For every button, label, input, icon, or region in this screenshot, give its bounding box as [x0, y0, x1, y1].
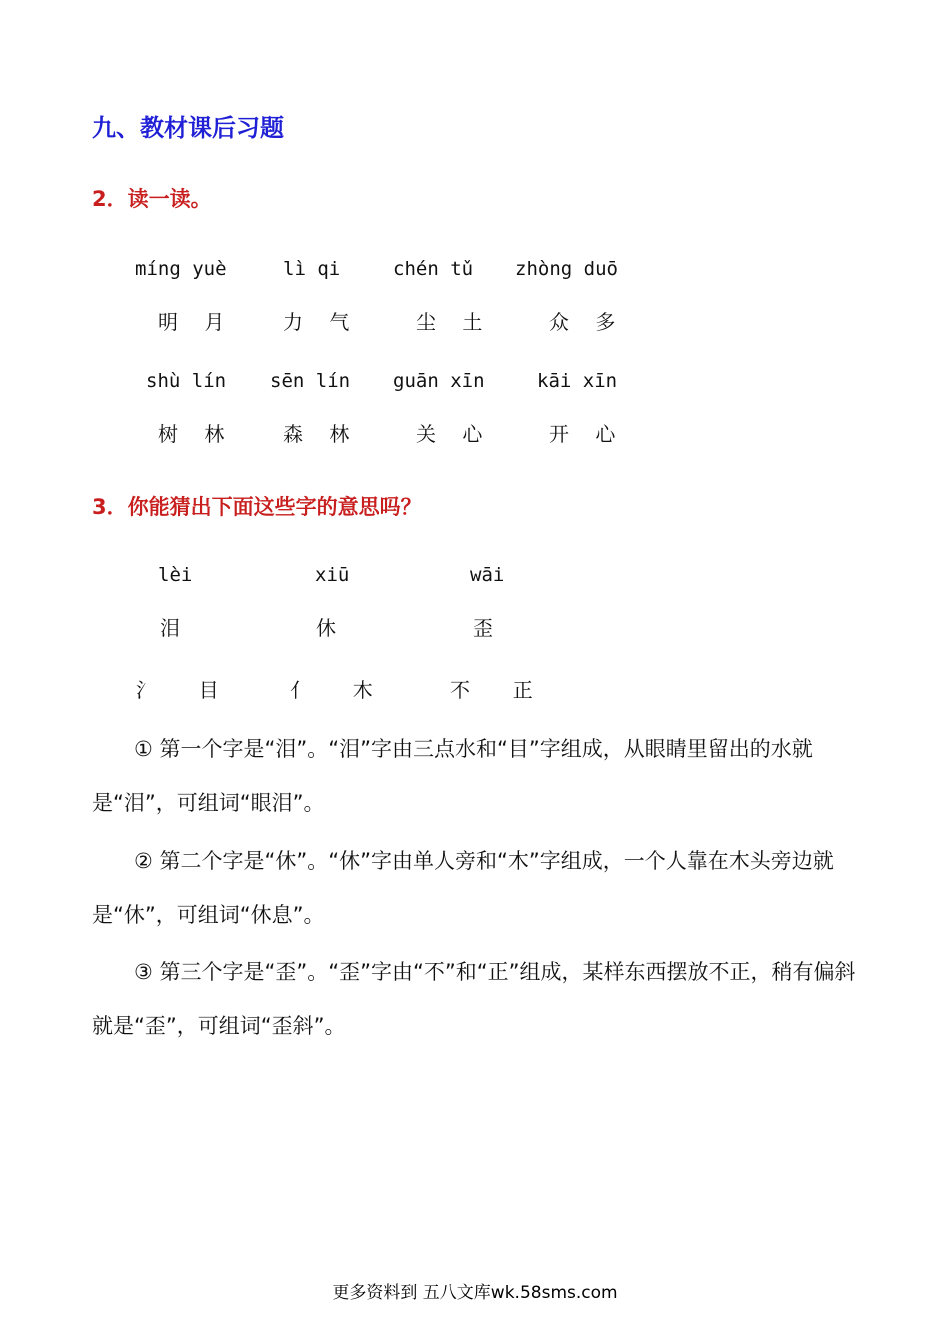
pinyin-wai: wāi — [470, 564, 505, 586]
hanzi-kai-xin: 开 心 — [549, 422, 626, 446]
explanation-paragraph-3: ③ 第三个字是“歪”。“歪”字由“不”和“正”组成，某样东西摆放不正，稍有偏斜就是“歪”，可组词“歪斜”。 — [92, 960, 856, 1038]
hanzi-sen-lin: 森 林 — [283, 422, 360, 446]
pinyin-xiu: xiū — [315, 564, 350, 586]
hanzi-ming-yue: 明 月 — [158, 310, 235, 334]
explanation-paragraph-1: ① 第一个字是“泪”。“泪”字由三点水和“目”字组成，从眼睛里留出的水就是“泪”，可组词“眼泪”。 — [92, 737, 813, 815]
hanzi-zhong-duo: 众 多 — [549, 310, 626, 334]
section-title: 九、教材课后习题 — [92, 114, 284, 142]
pinyin-kai-xin: kāi xīn — [537, 370, 618, 392]
pinyin-zhong-duo: zhòng duō — [515, 258, 618, 280]
pinyin-sen-lin: sēn lín — [270, 370, 351, 392]
pinyin-lei: lèi — [158, 564, 193, 586]
pinyin-guan-xin: guān xīn — [393, 370, 485, 392]
hanzi-lei: 泪 — [160, 616, 190, 640]
hanzi-xiu: 休 — [316, 616, 346, 640]
footer-text: 更多资料到 五八文库wk.58sms.com — [332, 1283, 618, 1303]
parts-wai: 不 正 — [450, 678, 543, 702]
explanation-paragraph-2: ② 第二个字是“休”。“休”字由单人旁和“木”字组成，一个人靠在木头旁边就是“休”，可组词“休息”。 — [92, 849, 834, 927]
hanzi-li-qi: 力 气 — [283, 310, 360, 334]
pinyin-shu-lin: shù lín — [146, 370, 227, 392]
parts-xiu: 亻 木 — [290, 678, 383, 702]
question-3-title: 3．你能猜出下面这些字的意思吗？ — [92, 495, 422, 519]
hanzi-shu-lin: 树 林 — [158, 422, 235, 446]
question-2-title: 2．读一读。 — [92, 187, 212, 211]
parts-lei: 氵 目 — [136, 678, 229, 702]
pinyin-chen-tu: chén tǔ — [393, 258, 474, 280]
pinyin-ming-yue: míng yuè — [135, 258, 227, 280]
hanzi-chen-tu: 尘 土 — [416, 310, 493, 334]
hanzi-guan-xin: 关 心 — [416, 422, 493, 446]
pinyin-li-qi: lì qi — [283, 258, 341, 280]
hanzi-wai: 歪 — [473, 616, 503, 640]
